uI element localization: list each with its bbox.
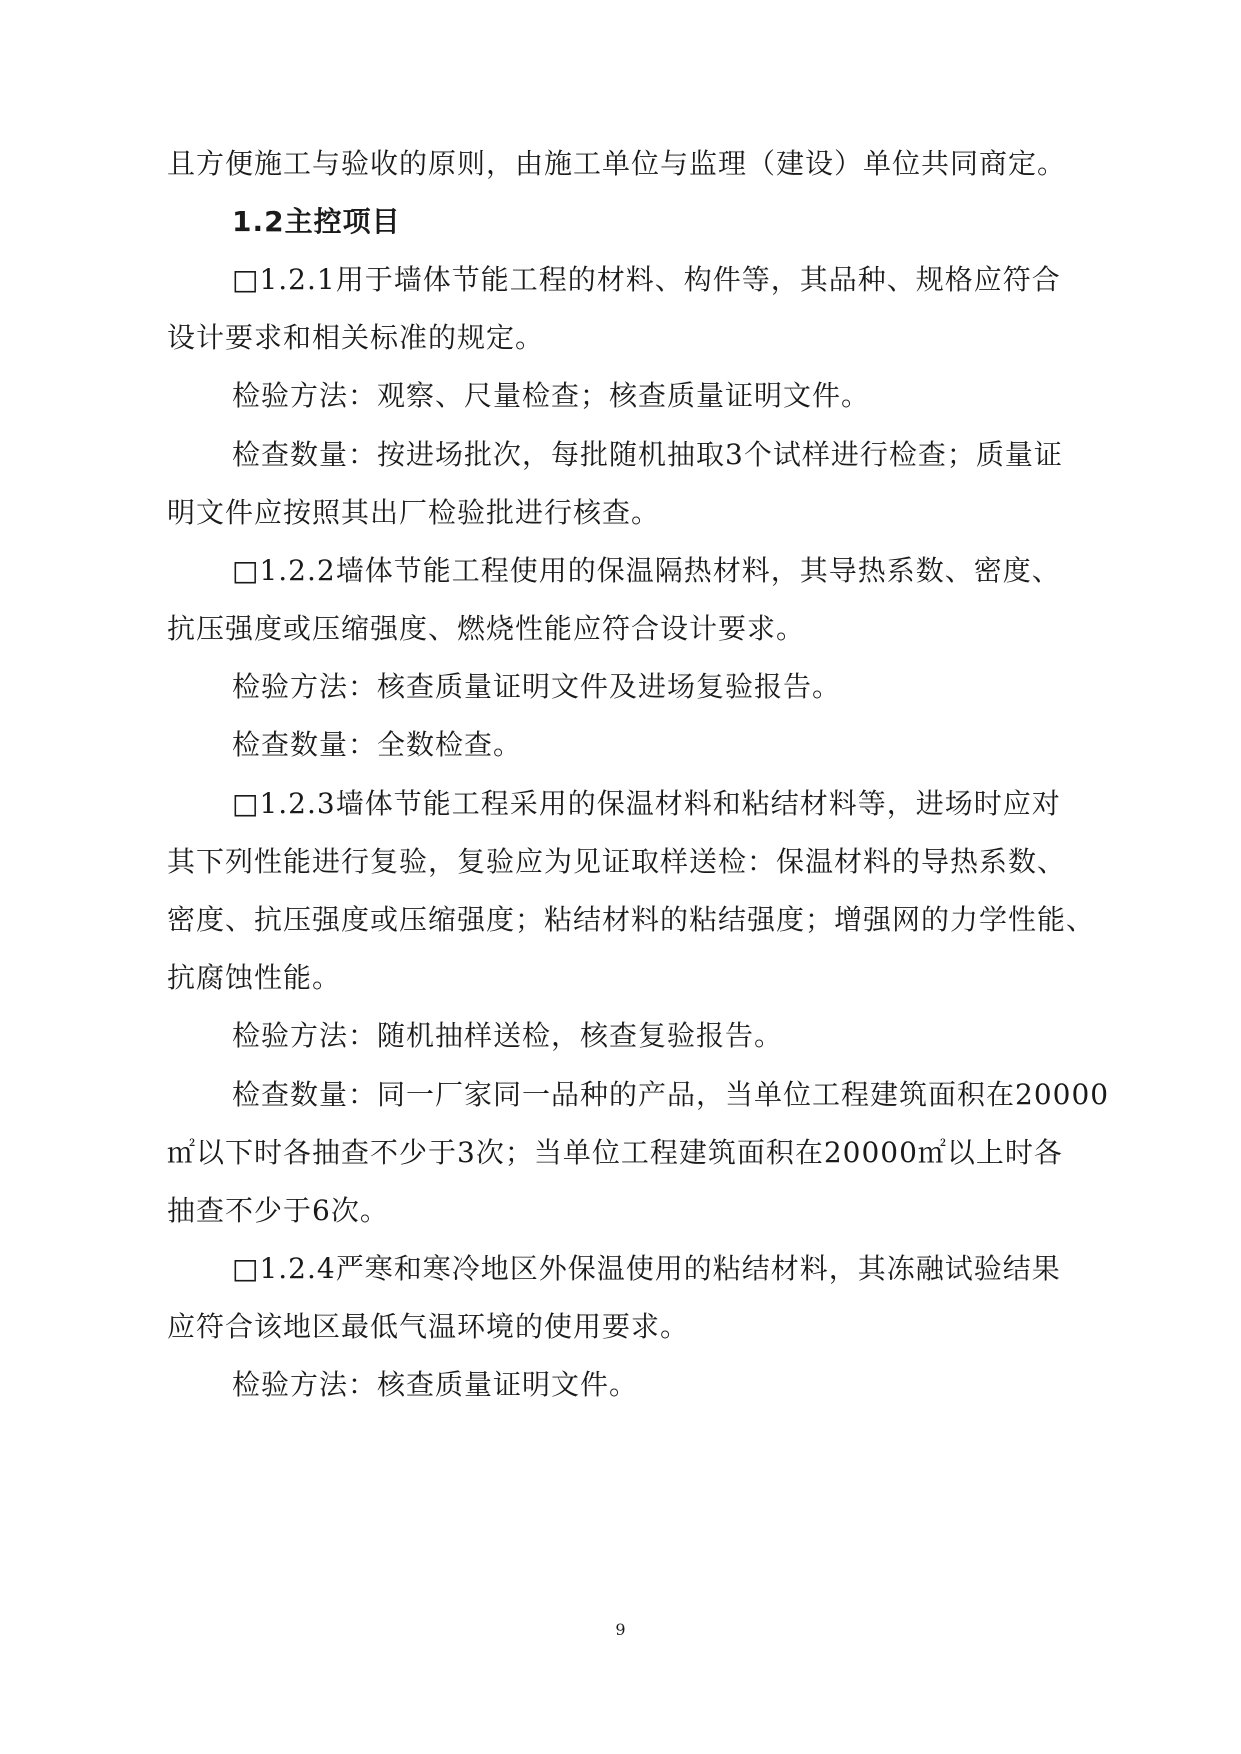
inspection-quantity-1: 检查数量：按进场批次，每批随机抽取3个试样进行检查；质量证	[232, 438, 1063, 471]
inspection-quantity-3: 检查数量：同一厂家同一品种的产品，当单位工程建筑面积在20000	[232, 1078, 1110, 1111]
clause-1-2-1: □1.2.1用于墙体节能工程的材料、构件等，其品种、规格应符合	[232, 263, 1061, 296]
inspection-method-4: 检验方法：核查质量证明文件。	[232, 1368, 639, 1401]
text-line-15: 抗腐蚀性能。	[167, 961, 342, 994]
text-line-1: 且方便施工与验收的原则，由施工单位与监理（建设）单位共同商定。	[167, 147, 1067, 180]
text-line-21: 应符合该地区最低气温环境的使用要求。	[167, 1310, 690, 1343]
text-line-4: 设计要求和相关标准的规定。	[167, 321, 545, 354]
inspection-method-1: 检验方法：观察、尺量检查；核查质量证明文件。	[232, 379, 871, 412]
text-line-19: 抽查不少于6次。	[167, 1194, 389, 1227]
clause-1-2-2: □1.2.2墙体节能工程使用的保温隔热材料，其导热系数、密度、	[232, 554, 1061, 587]
section-heading: 1.2主控项目	[232, 205, 401, 238]
inspection-method-3: 检验方法：随机抽样送检，核查复验报告。	[232, 1019, 784, 1052]
page-number: 9	[615, 1620, 626, 1639]
text-line-14: 密度、抗压强度或压缩强度；粘结材料的粘结强度；增强网的力学性能、	[167, 903, 1096, 936]
clause-1-2-4: □1.2.4严寒和寒冷地区外保温使用的粘结材料，其冻融试验结果	[232, 1252, 1061, 1285]
text-line-13: 其下列性能进行复验，复验应为见证取样送检：保温材料的导热系数、	[167, 845, 1067, 878]
text-line-7: 明文件应按照其出厂检验批进行核查。	[167, 496, 661, 529]
clause-1-2-3: □1.2.3墙体节能工程采用的保温材料和粘结材料等，进场时应对	[232, 787, 1061, 820]
text-line-9: 抗压强度或压缩强度、燃烧性能应符合设计要求。	[167, 612, 806, 645]
inspection-quantity-2: 检查数量：全数检查。	[232, 728, 523, 761]
text-line-18: ㎡以下时各抽查不少于3次；当单位工程建筑面积在20000㎡以上时各	[167, 1136, 1063, 1169]
inspection-method-2: 检验方法：核查质量证明文件及进场复验报告。	[232, 670, 842, 703]
